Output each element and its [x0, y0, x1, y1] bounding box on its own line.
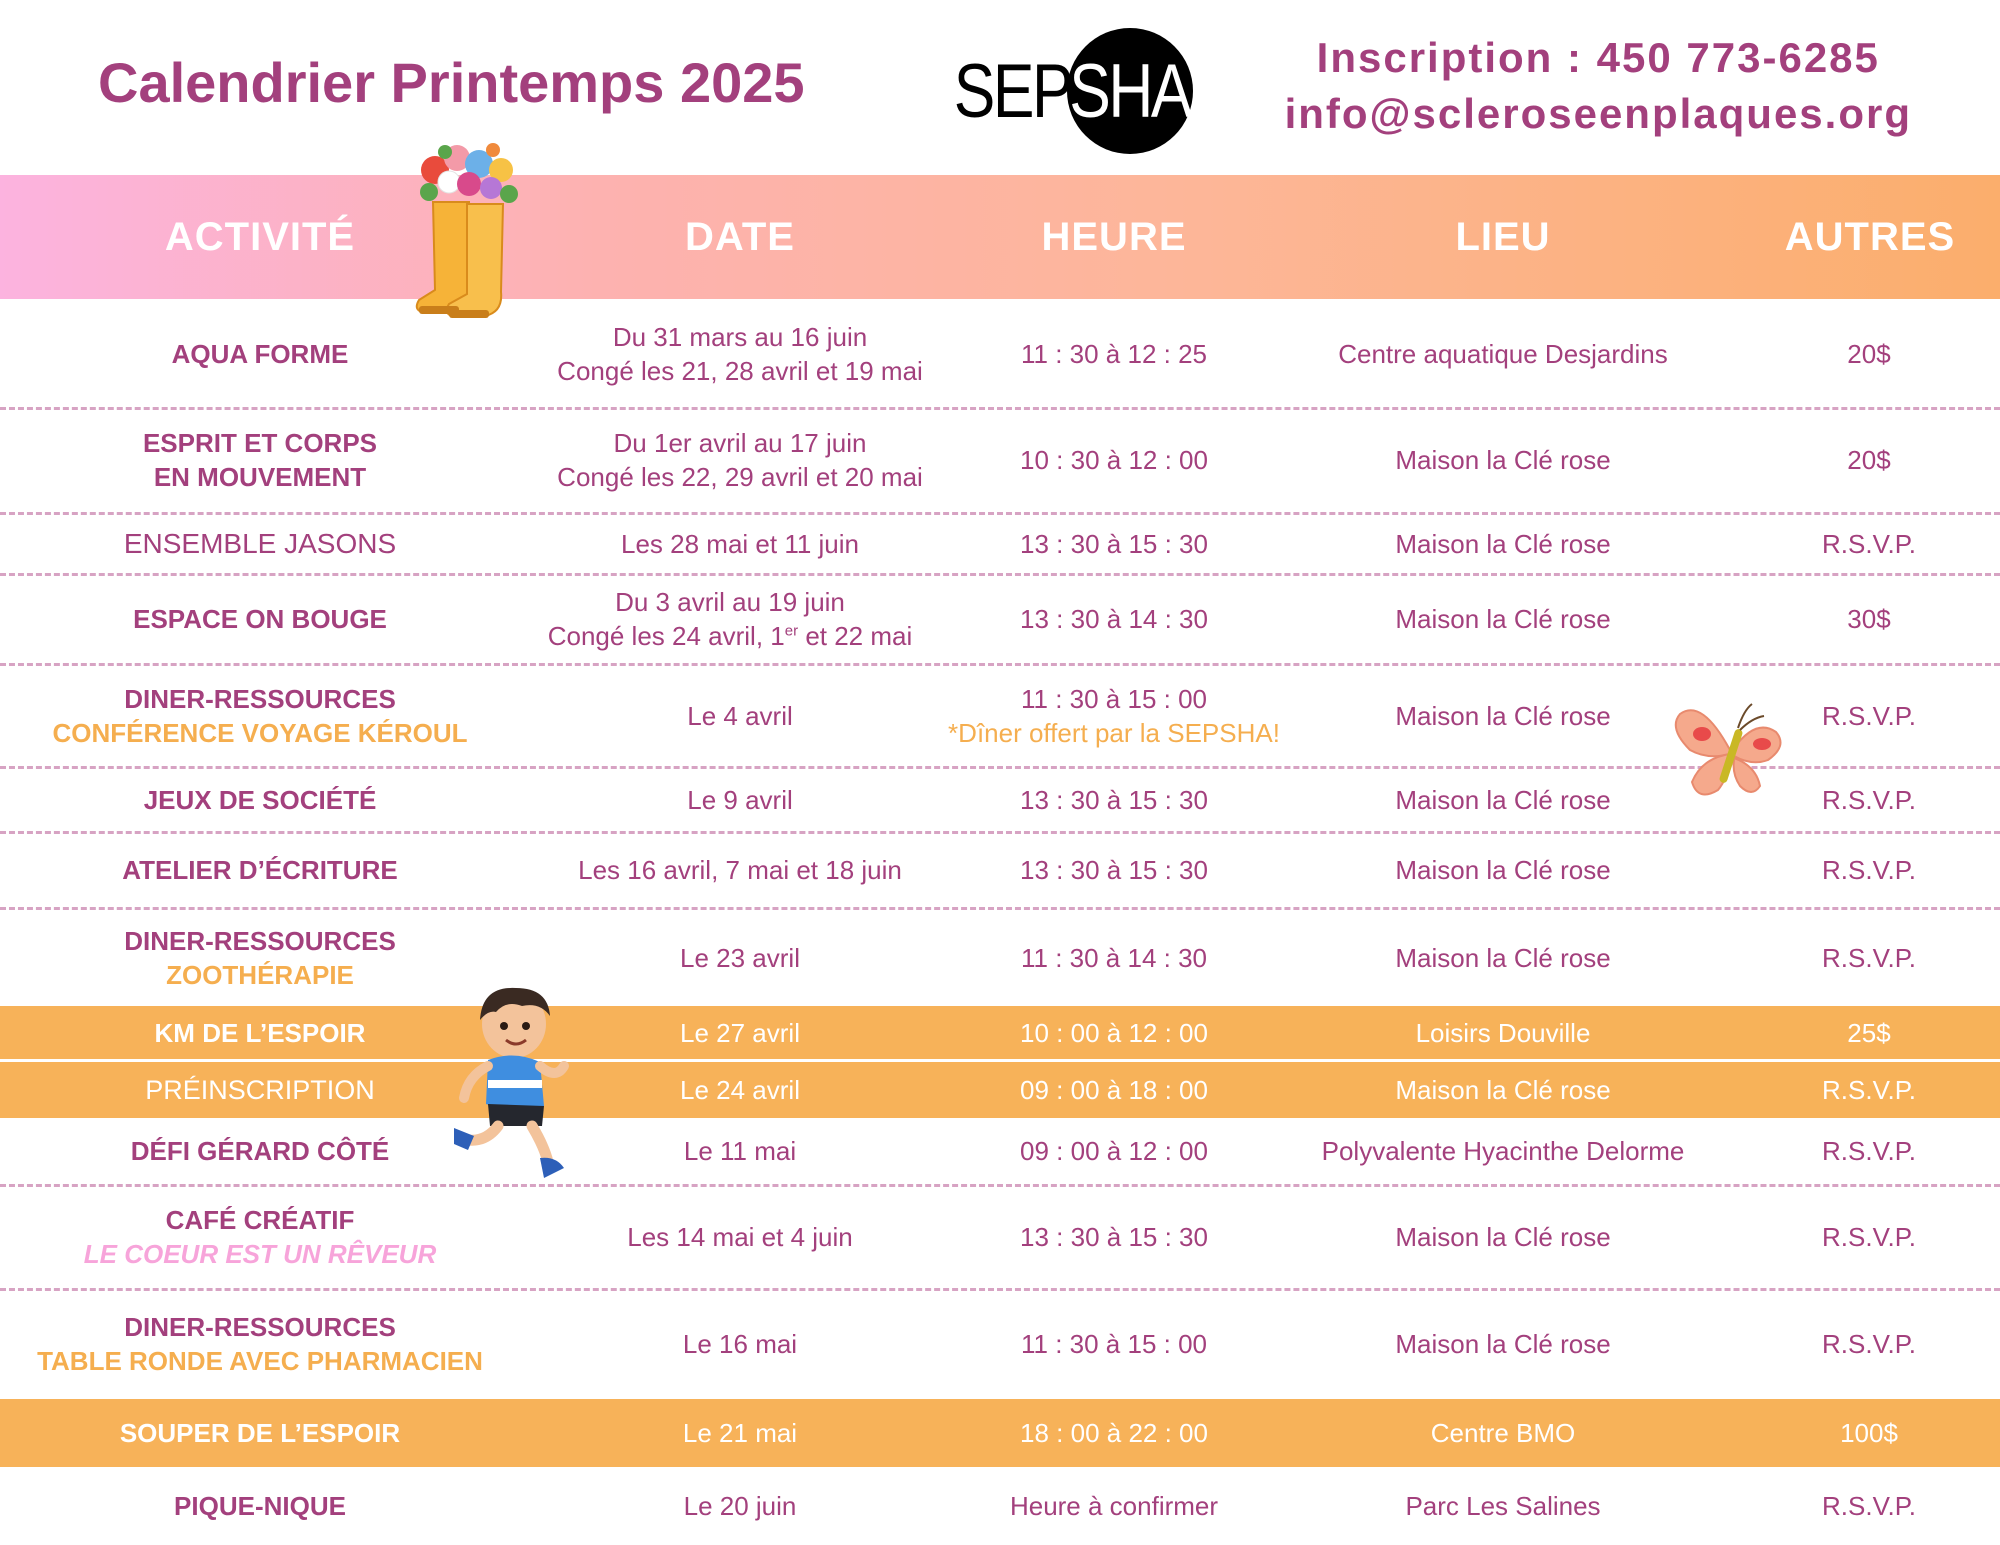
location-text: Maison la Clé rose — [1395, 604, 1611, 634]
activity-name: ESPACE ON BOUGE — [133, 604, 387, 634]
other-text: R.S.V.P. — [1822, 855, 1916, 885]
other-text: 20$ — [1847, 445, 1891, 475]
activity-subtitle: ZOOTHÉRAPIE — [166, 959, 354, 990]
location-text: Maison la Clé rose — [1395, 1222, 1611, 1252]
row-location — [1253, 834, 1753, 906]
location-text: Maison la Clé rose — [1395, 1329, 1611, 1359]
table-row — [0, 834, 2000, 906]
other-text: R.S.V.P. — [1822, 785, 1916, 815]
row-activity — [10, 515, 510, 572]
row-other — [1769, 410, 1969, 510]
row-activity — [10, 576, 510, 662]
time-text: 11 : 30 à 15 : 00 — [1021, 1329, 1207, 1359]
row-location — [1253, 303, 1753, 404]
activity-name: CAFÉ CRÉATIF — [165, 1205, 355, 1235]
time-text: 09 : 00 à 18 : 00 — [1020, 1075, 1208, 1105]
activity-name: AQUA FORME — [171, 338, 349, 369]
location-text: Parc Les Salines — [1405, 1491, 1601, 1521]
other-text: 30$ — [1847, 604, 1891, 634]
date-line: Le 20 juin — [683, 1491, 797, 1521]
date-line-2: Congé les 24 avril, 1er et 22 mai — [547, 621, 913, 651]
date-line: Les 28 mai et 11 juin — [621, 528, 859, 559]
date-line: Le 24 avril — [680, 1075, 800, 1105]
time-text: 13 : 30 à 15 : 30 — [1020, 785, 1208, 815]
time-text: 10 : 00 à 12 : 00 — [1020, 1017, 1208, 1048]
other-text: 100$ — [1840, 1418, 1898, 1448]
date-line-2: Congé les 21, 28 avril et 19 mai — [557, 355, 923, 386]
other-text: R.S.V.P. — [1822, 1075, 1916, 1105]
table-header — [0, 175, 2000, 299]
activity-name: ESPRIT ET CORPS — [142, 428, 378, 458]
location-text: Centre BMO — [1430, 1418, 1576, 1448]
logo-text-left: SEP — [953, 48, 1072, 134]
date-line: Du 1er avril au 17 juin — [613, 428, 867, 458]
activity-name: DINER-RESSOURCES — [124, 925, 396, 956]
row-other — [1769, 576, 1969, 662]
column-header-date: DATE — [685, 215, 795, 259]
row-activity — [10, 666, 510, 765]
time-note: *Dîner offert par la SEPSHA! — [948, 717, 1280, 748]
time-text: 09 : 00 à 12 : 00 — [1020, 1136, 1208, 1166]
other-text: 25$ — [1847, 1017, 1891, 1048]
column-header-lieu: LIEU — [1455, 215, 1551, 259]
table-row — [0, 303, 2000, 404]
date-line: Le 4 avril — [687, 700, 793, 731]
butterfly-icon — [1672, 698, 1790, 806]
table-row-highlight — [0, 1062, 2000, 1118]
time-text: 11 : 30 à 14 : 30 — [1021, 942, 1207, 973]
table-row — [0, 1467, 2000, 1545]
date-line-2: Congé les 22, 29 avril et 20 mai — [557, 462, 923, 492]
row-other — [1769, 910, 1969, 1005]
row-activity — [10, 1187, 510, 1287]
row-activity — [10, 1006, 510, 1059]
activity-subtitle: TABLE RONDE AVEC PHARMACIEN — [37, 1346, 483, 1376]
other-text: R.S.V.P. — [1822, 1491, 1916, 1521]
time-text: 11 : 30 à 12 : 25 — [1021, 338, 1207, 369]
phone-text: Inscription : 450 773-6285 — [1316, 34, 1880, 81]
activity-name: DINER-RESSOURCES — [124, 683, 396, 714]
time-text: 13 : 30 à 15 : 30 — [1020, 855, 1208, 885]
date-line: Le 21 mai — [682, 1418, 798, 1448]
activity-subtitle: LE COEUR EST UN RÊVEUR — [83, 1239, 437, 1269]
table-row — [0, 576, 2000, 662]
row-location — [1253, 1062, 1753, 1118]
row-other — [1769, 515, 1969, 572]
date-line: Le 9 avril — [687, 785, 793, 815]
row-location — [1253, 1291, 1753, 1397]
other-text: R.S.V.P. — [1822, 528, 1916, 559]
contact-info — [1285, 30, 1912, 142]
other-text: R.S.V.P. — [1822, 1136, 1916, 1166]
row-activity — [10, 1118, 510, 1184]
other-text: R.S.V.P. — [1822, 1222, 1916, 1252]
row-other — [1769, 1187, 1969, 1287]
time-text: 13 : 30 à 15 : 30 — [1020, 528, 1208, 559]
other-text: 20$ — [1847, 338, 1891, 369]
row-location — [1253, 910, 1753, 1005]
time-text: 13 : 30 à 15 : 30 — [1020, 1222, 1208, 1252]
row-activity — [10, 303, 510, 404]
table-row-highlight — [0, 1006, 2000, 1059]
row-activity — [10, 1291, 510, 1397]
row-location — [1253, 1187, 1753, 1287]
logo-text-right: SHA — [1069, 48, 1191, 134]
table-row — [0, 1291, 2000, 1397]
row-other — [1769, 769, 1969, 831]
location-text: Polyvalente Hyacinthe Delorme — [1321, 1136, 1685, 1166]
location-text: Maison la Clé rose — [1395, 528, 1611, 559]
date-line: Du 31 mars au 16 juin — [612, 321, 868, 352]
other-text: R.S.V.P. — [1822, 942, 1916, 973]
table-row — [0, 410, 2000, 510]
table-row — [0, 515, 2000, 572]
activity-name: DÉFI GÉRARD CÔTÉ — [130, 1136, 390, 1166]
running-boy-icon — [452, 980, 582, 1182]
row-other — [1769, 666, 1969, 765]
location-text: Maison la Clé rose — [1395, 445, 1611, 475]
column-header-autres: AUTRES — [1784, 215, 1956, 259]
row-activity — [10, 1467, 510, 1545]
location-text: Maison la Clé rose — [1395, 855, 1611, 885]
row-other — [1769, 1467, 1969, 1545]
time-text: 13 : 30 à 14 : 30 — [1020, 604, 1208, 634]
table-row-highlight — [0, 1399, 2000, 1467]
activity-name: PRÉINSCRIPTION — [145, 1075, 375, 1105]
flower-boots-icon — [405, 140, 533, 322]
row-activity — [10, 769, 510, 831]
activity-name: PIQUE-NIQUE — [174, 1491, 346, 1521]
time-text: 10 : 30 à 12 : 00 — [1020, 445, 1208, 475]
row-location — [1253, 576, 1753, 662]
row-other — [1769, 1062, 1969, 1118]
other-text: R.S.V.P. — [1822, 1329, 1916, 1359]
activity-subtitle: CONFÉRENCE VOYAGE KÉROUL — [52, 717, 468, 748]
row-location — [1253, 1467, 1753, 1545]
page-title: Calendrier Printemps 2025 — [98, 51, 805, 114]
activity-name: ENSEMBLE JASONS — [123, 527, 397, 559]
location-text: Maison la Clé rose — [1395, 1075, 1611, 1105]
table-row — [0, 1118, 2000, 1184]
sepsha-logo — [928, 28, 1193, 154]
row-activity — [10, 410, 510, 510]
table-row — [0, 1187, 2000, 1287]
activity-name: KM DE L’ESPOIR — [154, 1017, 366, 1048]
row-other — [1769, 1291, 1969, 1397]
other-text: R.S.V.P. — [1822, 700, 1916, 731]
location-text: Loisirs Douville — [1415, 1017, 1591, 1048]
date-line: Le 16 mai — [682, 1329, 798, 1359]
email-link[interactable]: info@scleroseenplaques.org — [1284, 90, 1912, 137]
activity-name: ATELIER D’ÉCRITURE — [122, 855, 398, 885]
time-text: Heure à confirmer — [1009, 1491, 1219, 1521]
activity-name: DINER-RESSOURCES — [124, 1312, 396, 1342]
date-line: Les 14 mai et 4 juin — [627, 1222, 853, 1252]
date-line: Les 16 avril, 7 mai et 18 juin — [578, 855, 902, 885]
table-row — [0, 910, 2000, 1005]
row-other — [1769, 1006, 1969, 1059]
time-text: 18 : 00 à 22 : 00 — [1020, 1418, 1208, 1448]
row-other — [1769, 1399, 1969, 1467]
logo-circle — [1067, 28, 1193, 154]
row-activity — [10, 910, 510, 1005]
activity-name-2: EN MOUVEMENT — [153, 462, 367, 492]
location-text: Maison la Clé rose — [1395, 942, 1611, 973]
row-other — [1769, 303, 1969, 404]
row-location — [1253, 515, 1753, 572]
activity-name: SOUPER DE L’ESPOIR — [119, 1418, 401, 1448]
column-header-heure: HEURE — [1041, 215, 1187, 259]
row-location — [1253, 410, 1753, 510]
activity-name: JEUX DE SOCIÉTÉ — [143, 785, 377, 815]
row-other — [1769, 1118, 1969, 1184]
location-text: Maison la Clé rose — [1395, 700, 1611, 731]
location-text: Maison la Clé rose — [1395, 785, 1611, 815]
row-location — [1253, 1118, 1753, 1184]
row-activity — [10, 834, 510, 906]
location-text: Centre aquatique Desjardins — [1338, 338, 1668, 369]
date-line: Le 27 avril — [680, 1017, 800, 1048]
date-line: Le 23 avril — [680, 942, 800, 973]
row-activity — [10, 1399, 510, 1467]
row-other — [1769, 834, 1969, 906]
date-line: Du 3 avril au 19 juin — [615, 587, 845, 617]
column-header-activite: ACTIVITÉ — [164, 215, 356, 259]
time-text: 11 : 30 à 15 : 00 — [1021, 683, 1207, 714]
date-line: Le 11 mai — [683, 1136, 797, 1166]
row-location — [1253, 1399, 1753, 1467]
row-activity — [10, 1062, 510, 1118]
row-location — [1253, 1006, 1753, 1059]
